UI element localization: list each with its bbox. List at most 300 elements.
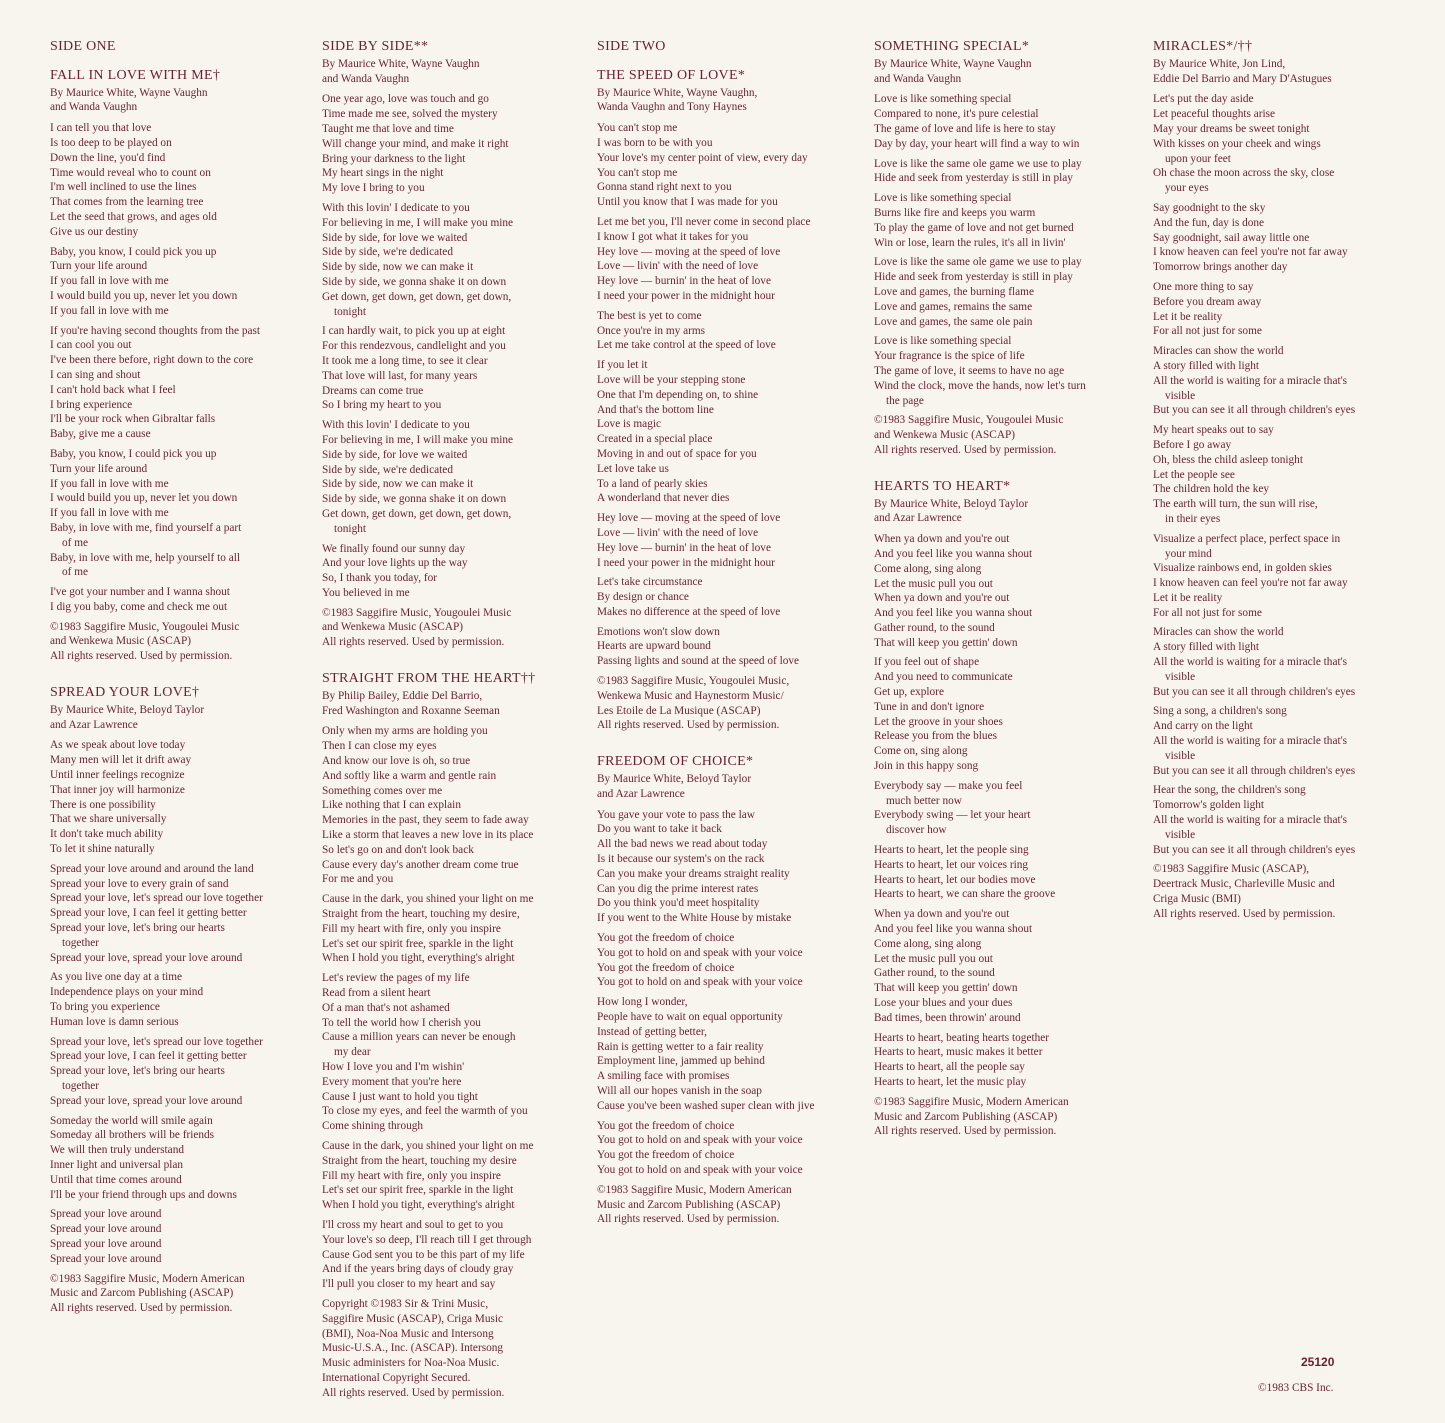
lyric-stanza (50, 121, 318, 239)
lyric-line: Turn your life around (50, 260, 148, 273)
credit-line: and Azar Lawrence (50, 718, 138, 731)
lyric-line: To bring you experience (50, 1001, 160, 1014)
lyric-stanza (874, 92, 1142, 151)
lyric-line: You gave your vote to pass the law (597, 808, 755, 821)
lyric-line: Spread your love to every grain of sand (50, 877, 229, 890)
lyric-stanza (1153, 280, 1421, 339)
lyric-stanza (597, 995, 865, 1113)
lyric-line: Do you want to take it back (597, 823, 722, 836)
lyric-stanza (597, 511, 865, 570)
lyric-line: Side by side, we're dedicated (322, 463, 453, 476)
lyric-line: visible (1165, 670, 1196, 683)
lyric-line: visible (1165, 828, 1196, 841)
lyric-line: Cause a million years can never be enough (322, 1031, 516, 1044)
lyric-line: That comes from the learning tree (50, 196, 204, 209)
lyric-stanza (50, 1207, 318, 1266)
lyric-line: Spread your love around (50, 1208, 162, 1221)
credit-line: By Maurice White, Jon Lind, (1153, 57, 1286, 70)
lyric-line: Until inner feelings recognize (50, 769, 185, 782)
lyric-line: Burns like fire and keeps you warm (874, 206, 1036, 219)
song-credits (50, 703, 318, 733)
credit-line: Wanda Vaughn and Tony Haynes (597, 101, 747, 114)
copyright-line: Criga Music (BMI) (1153, 893, 1241, 906)
lyric-stanza (1153, 532, 1421, 621)
lyric-line: If you fall in love with me (50, 275, 169, 288)
lyric-line: Come along, sing along (874, 562, 982, 575)
lyric-line: Emotions won't slow down (597, 625, 720, 638)
lyric-line: That we share universally (50, 813, 167, 826)
lyric-line: It don't take much ability (50, 828, 164, 841)
lyric-stanza (322, 971, 590, 1134)
song-credits (597, 86, 865, 116)
lyric-line: For all not just for some (1153, 325, 1262, 338)
lyric-line: Is too deep to be played on (50, 136, 172, 149)
copyright-line: Music-U.S.A., Inc. (ASCAP). Intersong (322, 1342, 504, 1355)
lyric-line: And you feel like you wanna shout (874, 607, 1033, 620)
column-2 (322, 40, 590, 1423)
copyright-line: Music and Zarcom Publishing (ASCAP) (874, 1110, 1058, 1123)
lyric-line: tonight (334, 522, 367, 535)
copyright-line: All rights reserved. Used by permission. (50, 650, 233, 663)
lyric-line: Let me take control at the speed of love (597, 339, 776, 352)
lyric-line: Hearts to heart, all the people say (874, 1061, 1025, 1074)
copyright-line: ©1983 Saggifire Music, Modern American (874, 1095, 1069, 1108)
lyric-line: If you fall in love with me (50, 507, 169, 520)
lyric-line: Independence plays on your mind (50, 986, 204, 999)
lyric-line: Hey love — burnin' in the heat of love (597, 541, 771, 554)
lyric-line: Spread your love, I can feel it getting better (50, 1050, 247, 1063)
lyric-line: If you went to the White House by mistake (597, 912, 792, 925)
lyric-line: tonight (334, 305, 367, 318)
credit-line: By Maurice White, Wayne Vaughn (322, 57, 480, 70)
lyric-stanza (597, 1119, 865, 1178)
lyric-stanza (597, 808, 865, 926)
lyric-line: And carry on the light (1153, 720, 1253, 733)
lyric-line: my dear (334, 1046, 371, 1059)
lyric-line: Makes no difference at the speed of love (597, 605, 781, 618)
lyric-stanza (322, 1218, 590, 1292)
lyric-line: Let's review the pages of my life (322, 972, 470, 985)
copyright-line: All rights reserved. Used by permission. (597, 719, 780, 732)
lyric-line: together (62, 936, 100, 949)
song-copyright (874, 1095, 1142, 1139)
song-credits (874, 497, 1142, 527)
lyric-line: Someday the world will smile again (50, 1114, 213, 1127)
credit-line: Fred Washington and Roxanne Seeman (322, 704, 500, 717)
lyric-stanza (597, 358, 865, 506)
lyric-line: Can you make your dreams straight reality (597, 867, 790, 880)
song-block (322, 40, 590, 650)
song-title: SIDE BY SIDE** (322, 39, 429, 54)
song-copyright (597, 674, 865, 733)
lyric-line: You got to hold on and speak with your voice (597, 976, 803, 989)
lyric-line: A story filled with light (1153, 641, 1260, 654)
song-title: FALL IN LOVE WITH ME† (50, 67, 221, 83)
catalog-number: 25120 (1301, 1355, 1335, 1369)
lyric-line: We will then truly understand (50, 1144, 184, 1157)
song-title: THE SPEED OF LOVE* (597, 67, 746, 83)
lyric-line: Tomorrow brings another day (1153, 261, 1288, 274)
lyric-line: If you fall in love with me (50, 477, 169, 490)
credit-line: and Wanda Vaughn (50, 101, 138, 114)
lyric-line: Hey love — moving at the speed of love (597, 245, 781, 258)
lyric-line: So I bring my heart to you (322, 399, 442, 412)
lyric-line: Human love is damn serious (50, 1015, 179, 1028)
lyric-line: Join in this happy song (874, 760, 979, 773)
lyric-line: Miracles can show the world (1153, 626, 1284, 639)
lyric-line: Let's set our spirit free, sparkle in the light (322, 937, 514, 950)
lyric-line: much better now (886, 794, 962, 807)
lyric-line: Spread your love around (50, 1237, 162, 1250)
lyric-line: Rain is getting wetter to a fair reality (597, 1040, 764, 1053)
lyric-stanza (874, 655, 1142, 773)
lyric-line: Side by side, for love we waited (322, 231, 468, 244)
lyric-line: Spread your love, let's bring our hearts (50, 1065, 225, 1078)
lyric-line: You can't stop me (597, 166, 678, 179)
lyric-line: Tune in and don't ignore (874, 700, 985, 713)
lyric-line: Miracles can show the world (1153, 345, 1284, 358)
lyric-line: Love is like the same ole game we use to play (874, 256, 1082, 269)
lyric-line: Hearts to heart, music makes it better (874, 1046, 1043, 1059)
lyric-line: That will keep you gettin' down (874, 636, 1018, 649)
lyric-line: Win or lose, learn the rules, it's all in livin' (874, 236, 1066, 249)
copyright-line: and Wenkewa Music (ASCAP) (874, 429, 1016, 442)
lyric-line: Hey love — burnin' in the heat of love (597, 275, 771, 288)
lyric-stanza (322, 418, 590, 536)
lyric-line: Let peaceful thoughts arise (1153, 108, 1276, 121)
lyric-line: Oh chase the moon across the sky, close (1153, 167, 1335, 180)
lyric-line: your eyes (1165, 182, 1209, 195)
lyric-line: Hearts to heart, let the music play (874, 1076, 1027, 1088)
lyric-line: Cause every day's another dream come true (322, 858, 519, 871)
lyric-line: Then I can close my eyes (322, 740, 437, 753)
lyric-line: Your love's my center point of view, every day (597, 151, 808, 164)
copyright-line: All rights reserved. Used by permission. (874, 443, 1057, 456)
lyric-line: Let the music pull you out (874, 577, 993, 590)
lyric-line: I can cool you out (50, 339, 132, 352)
lyric-line: As you live one day at a time (50, 971, 183, 984)
song-block (1153, 40, 1421, 922)
lyric-line: A wonderland that never dies (597, 492, 730, 505)
lyric-line: By design or chance (597, 591, 689, 604)
song-copyright (50, 620, 318, 664)
lyric-line: You can't stop me (597, 122, 678, 135)
lyric-line: People have to wait on equal opportunity (597, 1011, 783, 1024)
lyric-line: How long I wonder, (597, 996, 688, 1009)
lyric-line: Hey love — moving at the speed of love (597, 512, 781, 525)
lyric-line: your mind (1165, 547, 1212, 560)
lyric-line: That inner joy will harmonize (50, 783, 185, 796)
lyric-line: If you let it (597, 359, 648, 372)
lyric-line: Hide and seek from yesterday is still in play (874, 172, 1073, 185)
lyric-stanza (50, 738, 318, 856)
lyric-line: Everybody swing — let your heart (874, 809, 1031, 822)
lyric-line: Let me bet you, I'll never come in second place (597, 215, 811, 228)
lyric-line: And you feel like you wanna shout (874, 547, 1033, 560)
lyric-stanza (322, 324, 590, 413)
lyric-stanza (50, 1114, 318, 1203)
label-copyright: ©1983 CBS Inc. (1258, 1382, 1334, 1394)
lyric-line: That love will last, for many years (322, 369, 478, 382)
lyric-line: Love will be your stepping stone (597, 373, 746, 386)
lyric-line: Baby, in love with me, find yourself a part (50, 521, 242, 534)
lyric-line: Spread your love, let's spread our love together (50, 892, 263, 905)
lyric-stanza (1153, 92, 1421, 196)
copyright-line: All rights reserved. Used by permission. (322, 636, 505, 649)
lyric-line: Spread your love, I can feel it getting better (50, 907, 247, 920)
lyric-line: The game of love and life is here to stay (874, 122, 1056, 135)
lyric-line: You got to hold on and speak with your voice (597, 946, 803, 959)
column-1 (50, 40, 318, 1338)
lyric-line: Straight from the heart, touching my desire (322, 1154, 517, 1167)
lyric-line: I would build you up, never let you down (50, 492, 238, 505)
lyric-stanza (50, 970, 318, 1029)
lyric-line: Oh, bless the child asleep tonight (1153, 453, 1303, 466)
lyric-line: All the world is waiting for a miracle that's (1153, 814, 1348, 827)
lyric-stanza (597, 215, 865, 304)
lyric-stanza (322, 201, 590, 319)
lyric-line: discover how (886, 824, 947, 837)
lyric-line: To a land of pearly skies (597, 477, 708, 490)
lyric-line: Love is like something special (874, 192, 1012, 205)
song-title: SPREAD YOUR LOVE† (50, 685, 200, 701)
lyric-line: To tell the world how I cherish you (322, 1016, 481, 1029)
lyric-line: Until you know that I was made for you (597, 196, 778, 209)
lyric-line: Let's set our spirit free, sparkle in the light (322, 1184, 514, 1197)
lyric-line: One that I'm depending on, to shine (597, 388, 759, 401)
lyric-line: You got the freedom of choice (597, 932, 735, 945)
copyright-line: Music and Zarcom Publishing (ASCAP) (50, 1287, 234, 1300)
lyric-line: Do you think you'd meet hospitality (597, 897, 760, 910)
lyric-line: Cause you've been washed super clean with jive (597, 1099, 815, 1112)
lyric-line: The children hold the key (1153, 483, 1270, 496)
lyric-line: Let the groove in your shoes (874, 715, 1003, 728)
lyric-line: I can't hold back what I feel (50, 383, 176, 396)
copyright-line: Copyright ©1983 Sir & Trini Music, (322, 1297, 489, 1310)
lyric-line: And that's the bottom line (597, 403, 714, 416)
lyric-stanza (597, 121, 865, 210)
lyric-line: As we speak about love today (50, 739, 186, 752)
song-copyright (1153, 862, 1421, 921)
lyric-line: together (62, 1080, 100, 1092)
lyric-line: I need your power in the midnight hour (597, 289, 775, 302)
lyric-line: Will change your mind, and make it right (322, 137, 509, 150)
lyric-line: I'm well inclined to use the lines (50, 181, 197, 194)
lyric-line: If you fall in love with me (50, 304, 169, 317)
lyric-line: The best is yet to come (597, 309, 702, 322)
copyright-line: ©1983 Saggifire Music, Yougoulei Music (874, 414, 1064, 427)
lyric-stanza (50, 245, 318, 319)
song-title: SOMETHING SPECIAL* (874, 39, 1030, 54)
lyric-stanza (597, 575, 865, 619)
lyric-line: Say goodnight, sail away little one (1153, 231, 1310, 244)
lyric-line: You got the freedom of choice (597, 1119, 735, 1132)
song-copyright (50, 1272, 318, 1316)
song-credits (1153, 57, 1421, 87)
lyric-line: Spread your love around (50, 1223, 162, 1236)
lyric-line: Wind the clock, move the hands, now let's turn (874, 379, 1086, 392)
lyric-line: Created in a special place (597, 433, 713, 446)
song-block (50, 69, 318, 664)
credit-line: By Maurice White, Beloyd Taylor (874, 497, 1029, 510)
credit-line: and Wanda Vaughn (874, 72, 962, 85)
lyric-line: Let love take us (597, 462, 669, 475)
lyric-line: For this rendezvous, candlelight and you (322, 340, 506, 353)
lyric-line: My love I bring to you (322, 182, 425, 195)
lyric-stanza (874, 843, 1142, 902)
lyric-line: I'll be your friend through ups and downs (50, 1188, 237, 1201)
lyric-line: Visualize rainbows end, in golden skies (1153, 562, 1332, 575)
lyric-stanza (874, 191, 1142, 250)
lyric-line: Gather round, to the sound (874, 967, 995, 980)
lyric-line: You got to hold on and speak with your voice (597, 1134, 803, 1147)
column-3 (597, 40, 865, 1249)
lyric-stanza (322, 724, 590, 887)
credit-line: and Azar Lawrence (597, 787, 685, 800)
lyric-line: Before I go away (1153, 438, 1232, 451)
lyric-line: For believing in me, I will make you mine (322, 433, 514, 446)
lyric-line: I bring experience (50, 398, 133, 411)
lyric-line: Hear the song, the children's song (1153, 784, 1306, 797)
lyric-line: of me (62, 536, 89, 549)
lyric-line: Spread your love around and around the land (50, 862, 254, 875)
lyric-line: in their eyes (1165, 512, 1221, 525)
copyright-line: Wenkewa Music and Haynestorm Music/ (597, 689, 784, 702)
lyric-line: My heart sings in the night (322, 167, 444, 180)
lyric-line: Hearts to heart, we can share the groove (874, 888, 1056, 901)
lyric-line: You got the freedom of choice (597, 1149, 735, 1162)
lyric-line: Baby, in love with me, help yourself to all (50, 551, 241, 564)
copyright-line: and Wenkewa Music (ASCAP) (322, 621, 464, 634)
credit-line: By Maurice White, Wayne Vaughn (874, 57, 1032, 70)
lyric-line: And you need to communicate (874, 671, 1013, 684)
lyric-line: I would build you up, never let you down (50, 289, 238, 302)
lyric-line: I can tell you that love (50, 122, 152, 135)
lyric-line: All the bad news we read about today (597, 838, 768, 851)
lyric-line: Hide and seek from yesterday is still in play (874, 271, 1073, 284)
lyric-line: Love and games, the burning flame (874, 285, 1034, 298)
lyric-line: Let it be reality (1153, 591, 1223, 604)
lyric-line: Hearts to heart, let the people sing (874, 844, 1029, 857)
copyright-line: International Copyright Secured. (322, 1371, 471, 1384)
lyric-stanza (322, 1139, 590, 1213)
lyric-line: Is it because our system's on the rack (597, 853, 765, 866)
credit-line: and Wanda Vaughn (322, 72, 410, 85)
lyric-line: Fill my heart with fire, only you inspire (322, 1169, 501, 1182)
copyright-line: ©1983 Saggifire Music, Modern American (50, 1272, 245, 1285)
lyric-line: Inner light and universal plan (50, 1158, 184, 1171)
copyright-line: and Wenkewa Music (ASCAP) (50, 635, 192, 648)
lyric-line: Spread your love, spread your love around (50, 951, 243, 964)
lyric-stanza (597, 309, 865, 353)
lyric-line: Straight from the heart, touching my desire, (322, 908, 520, 921)
lyric-stanza (50, 447, 318, 580)
lyric-line: Sing a song, a children's song (1153, 705, 1287, 718)
song-block (597, 755, 865, 1227)
lyric-line: I dig you baby, come and check me out (50, 600, 228, 613)
copyright-line: ©1983 Saggifire Music (ASCAP), (1153, 863, 1310, 876)
lyric-line: You believed in me (322, 586, 410, 599)
lyric-line: Side by side, we gonna shake it on down (322, 493, 507, 506)
lyric-stanza (1153, 423, 1421, 527)
lyric-line: Love is like something special (874, 93, 1012, 106)
column-4 (874, 40, 1142, 1161)
lyric-line: Many men will let it drift away (50, 754, 192, 767)
lyric-line: When ya down and you're out (874, 592, 1010, 605)
lyric-line: Get down, get down, get down, get down, (322, 290, 512, 303)
lyric-line: Love is magic (597, 418, 661, 431)
lyric-line: There is one possibility (50, 798, 156, 811)
song-credits (322, 689, 590, 719)
column-5 (1153, 40, 1421, 944)
lyric-line: When I hold you tight, everything's alright (322, 952, 515, 965)
lyric-stanza (322, 92, 590, 196)
lyric-stanza (50, 1035, 318, 1109)
lyric-line: So let's go on and don't look back (322, 843, 474, 856)
lyric-stanza (874, 334, 1142, 408)
song-block (874, 40, 1142, 458)
lyric-line: Let it be reality (1153, 310, 1223, 323)
lyric-line: But you can see it all through children's eyes (1153, 404, 1356, 417)
lyric-stanza (874, 255, 1142, 329)
lyric-line: To let it shine naturally (50, 843, 155, 856)
copyright-line: Saggifire Music (ASCAP), Criga Music (322, 1312, 504, 1325)
lyric-stanza (1153, 783, 1421, 857)
copyright-line: ©1983 Saggifire Music, Modern American (597, 1183, 792, 1196)
lyric-line: Let the seed that grows, and ages old (50, 210, 217, 223)
song-copyright (322, 606, 590, 650)
lyric-line: Let's take circumstance (597, 576, 703, 589)
lyric-line: Hearts to heart, let our voices ring (874, 858, 1029, 871)
lyric-line: Side by side, we're dedicated (322, 246, 453, 259)
credit-line: By Maurice White, Beloyd Taylor (597, 773, 752, 786)
lyric-line: of me (62, 566, 89, 579)
lyric-line: Side by side, for love we waited (322, 448, 468, 461)
lyric-line: Hearts are upward bound (597, 640, 711, 653)
lyric-stanza (874, 907, 1142, 1025)
lyric-line: The game of love, it seems to have no age (874, 364, 1065, 377)
lyric-line: Before you dream away (1153, 295, 1262, 308)
lyric-line: Let's put the day aside (1153, 93, 1254, 106)
lyric-line: Cause in the dark, you shined your light on me (322, 1139, 534, 1152)
lyric-line: Passing lights and sound at the speed of love (597, 655, 800, 668)
lyric-line: visible (1165, 389, 1196, 402)
lyric-line: Tomorrow's golden light (1153, 799, 1265, 812)
lyric-line: I can sing and shout (50, 368, 141, 381)
lyric-line: Memories in the past, they seem to fade away (322, 814, 529, 827)
lyric-line: Love and games, the same ole pain (874, 315, 1033, 328)
lyric-stanza (874, 1031, 1142, 1090)
lyric-line: Only when my arms are holding you (322, 725, 488, 738)
lyric-stanza (50, 324, 318, 442)
lyric-line: Fill my heart with fire, only you inspire (322, 922, 501, 935)
lyric-stanza (50, 585, 318, 615)
lyric-stanza (597, 625, 865, 669)
side-heading: SIDE TWO (597, 39, 666, 54)
lyric-line: Side by side, we gonna shake it on down (322, 275, 507, 288)
credit-line: and Azar Lawrence (874, 512, 962, 525)
song-copyright (874, 413, 1142, 457)
lyric-line: How I love you and I'm wishin' (322, 1061, 465, 1073)
lyric-line: I've got your number and I wanna shout (50, 586, 230, 599)
lyric-line: Hearts to heart, let our bodies move (874, 873, 1036, 886)
lyric-line: I'll pull you closer to my heart and say (322, 1278, 496, 1291)
lyric-line: All the world is waiting for a miracle that's (1153, 374, 1348, 387)
lyric-line: One more thing to say (1153, 280, 1254, 293)
lyric-line: I'll be your rock when Gibraltar falls (50, 413, 216, 426)
copyright-line: All rights reserved. Used by permission. (597, 1213, 780, 1226)
copyright-line: Deertrack Music, Charleville Music and (1153, 878, 1335, 891)
